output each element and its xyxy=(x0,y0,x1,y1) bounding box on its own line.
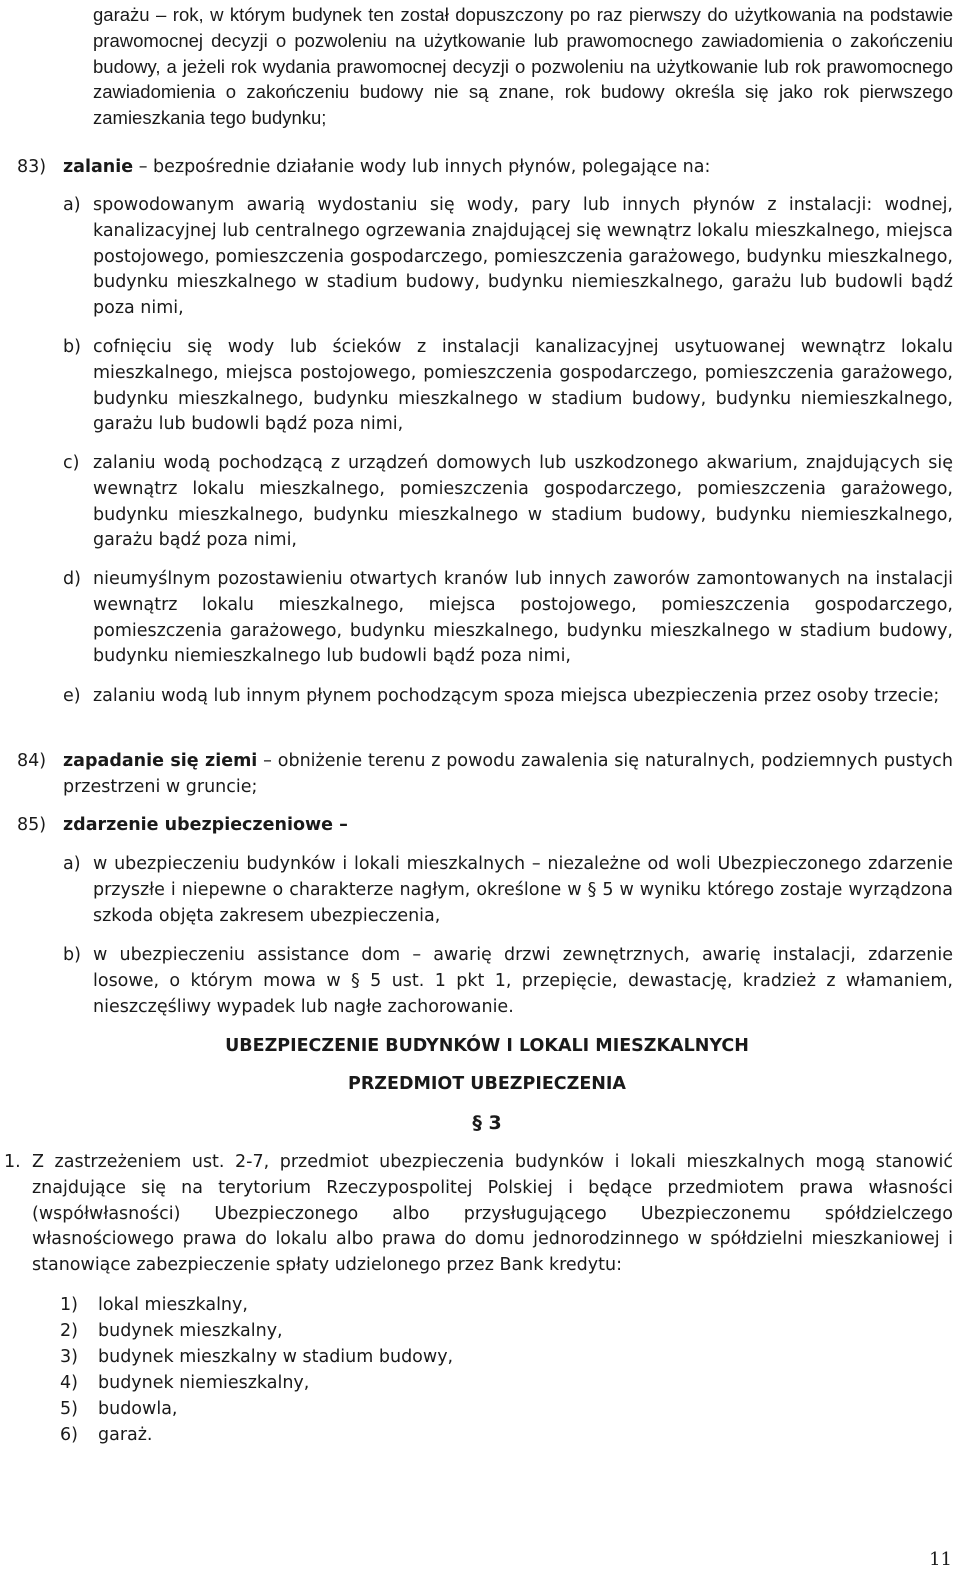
list-item: budynek mieszkalny w stadium budowy, xyxy=(98,1347,454,1367)
list-letter: b) xyxy=(63,337,81,357)
list-item: budowla, xyxy=(98,1399,178,1419)
definition-body: – bezpośrednie działanie wody lub innych płynów, polegające na: xyxy=(133,157,711,177)
list-item: garaż. xyxy=(98,1425,153,1445)
definition-85 xyxy=(63,813,953,839)
list-number: 6) xyxy=(60,1425,78,1445)
list-item: spowodowanym awarią wydostaniu się wody, pary lub innych płynów z instalacji: wodnej, kanalizacyjnej lub centralnego ogrzewania znajdującej się wewnątrz lokalu mieszkalnego, miejsca postojowego, pomieszczenia gospodarczego, pomieszczenia garażowego, budynku mieszkalnego, budynku mieszkalnego w stadium budowy, budynku niemieszkalnego, garażu lub budowli bądź poza nimi, xyxy=(93,195,953,319)
list-letter: e) xyxy=(63,686,81,706)
list-number: 3) xyxy=(60,1347,78,1367)
list-item: nieumyślnym pozostawieniu otwartych kranów lub innych zaworów zamontowanych na instalacji wewnątrz lokalu mieszkalnego, miejsca postojowego, pomieszczenia gospodarczego, pomieszczenia garażowego, budynku mieszkalnego, budynku mieszkalnego w stadium budowy, budynku niemieszkalnego lub budowli bądź poza nimi, xyxy=(93,569,953,667)
list-letter: b) xyxy=(63,945,81,965)
definition-83 xyxy=(63,155,953,181)
list-item: budynek niemieszkalny, xyxy=(98,1373,310,1393)
definition-term: zalanie xyxy=(63,157,134,177)
paragraph-number: 1. xyxy=(4,1152,21,1172)
list-number: 2) xyxy=(60,1321,78,1341)
page-number: 11 xyxy=(929,1549,952,1570)
paragraph-mark: § 3 xyxy=(472,1112,502,1134)
list-letter: d) xyxy=(63,569,81,589)
list-item: w ubezpieczeniu budynków i lokali mieszkalnych – niezależne od woli Ubezpieczonego zdarzenie przyszłe i niepewne o charakterze nagłym, określone w § 5 w wyniku którego zostaje wyrządzona szkoda objęta zakresem ubezpieczenia, xyxy=(93,854,953,926)
list-item: w ubezpieczeniu assistance dom – awarię drzwi zewnętrznych, awarię instalacji, zdarzenie losowe, o którym mowa w § 5 ust. 1 pkt 1, przepięcie, dewastację, kradzież z włamaniem, nieszczęśliwy wypadek lub nagłe zachorowanie. xyxy=(93,945,953,1017)
definition-number: 83) xyxy=(17,157,47,177)
list-number: 5) xyxy=(60,1399,78,1419)
list-item: budynek mieszkalny, xyxy=(98,1321,283,1341)
definition-term: zdarzenie ubezpieczeniowe – xyxy=(63,815,348,835)
list-item: cofnięciu się wody lub ścieków z instalacji kanalizacyjnej usytuowanej wewnątrz lokalu mieszkalnego, miejsca postojowego, pomieszczenia gospodarczego, pomieszczenia garażowego, budynku mieszkalnego, budynku mieszkalnego w stadium budowy, budynku niemieszkalnego, garażu lub budowli bądź poza nimi, xyxy=(93,337,953,435)
definition-body: – obniżenie terenu z powodu zawalenia się naturalnych, podziemnych pustych przestrzeni w gruncie; xyxy=(63,751,954,797)
list-letter: a) xyxy=(63,195,81,215)
definition-84 xyxy=(63,749,953,801)
list-number: 4) xyxy=(60,1373,78,1393)
list-letter: c) xyxy=(63,453,80,473)
list-item: zalaniu wodą pochodzącą z urządzeń domowych lub uszkodzonego akwarium, znajdujących się wewnątrz lokalu mieszkalnego, pomieszczenia gospodarczego, pomieszczenia garażowego, budynku mieszkalnego, budynku mieszkalnego w stadium budowy, budynku niemieszkalnego, garażu bądź poza nimi, xyxy=(93,453,953,551)
list-letter: a) xyxy=(63,854,81,874)
definition-number: 85) xyxy=(17,815,47,835)
list-number: 1) xyxy=(60,1295,78,1315)
definition-number: 84) xyxy=(17,751,47,771)
definition-continuation: garażu – rok, w którym budynek ten został dopuszczony po raz pierwszy do użytkowania na podstawie prawomocnej decyzji o pozwoleniu na użytkowanie lub prawomocnego zawiadomienia o zakończeniu budowy, a jeżeli rok wydania prawomocnej decyzji o pozwoleniu na użytkowanie lub rok prawomocnego zawiadomienia o zakończeniu budowy nie są znane, rok budowy określa się jako rok pierwszego zamieszkania tego budynku; xyxy=(93,4,953,129)
list-item: lokal mieszkalny, xyxy=(98,1295,248,1315)
section-heading: UBEZPIECZENIE BUDYNKÓW I LOKALI MIESZKALNYCH xyxy=(225,1036,749,1056)
list-item: zalaniu wodą lub innym płynem pochodzącym spoza miejsca ubezpieczenia przez osoby trzecie; xyxy=(93,686,940,706)
definition-term: zapadanie się ziemi xyxy=(63,751,258,771)
paragraph-text: Z zastrzeżeniem ust. 2-7, przedmiot ubezpieczenia budynków i lokali mieszkalnych mogą stanowić znajdujące się na terytorium Rzeczypospolitej Polskiej i będące przedmiotem prawa własności (współwłasności) Ubezpieczonego albo przysługującego Ubezpieczonemu spółdzielczego własnościowego prawa do lokalu albo prawa do domu jednorodzinnego w spółdzielni mieszkaniowej i stanowiące zabezpieczenie spłaty udzielonego przez Bank kredytu: xyxy=(32,1152,953,1276)
subsection-heading: PRZEDMIOT UBEZPIECZENIA xyxy=(348,1074,626,1094)
